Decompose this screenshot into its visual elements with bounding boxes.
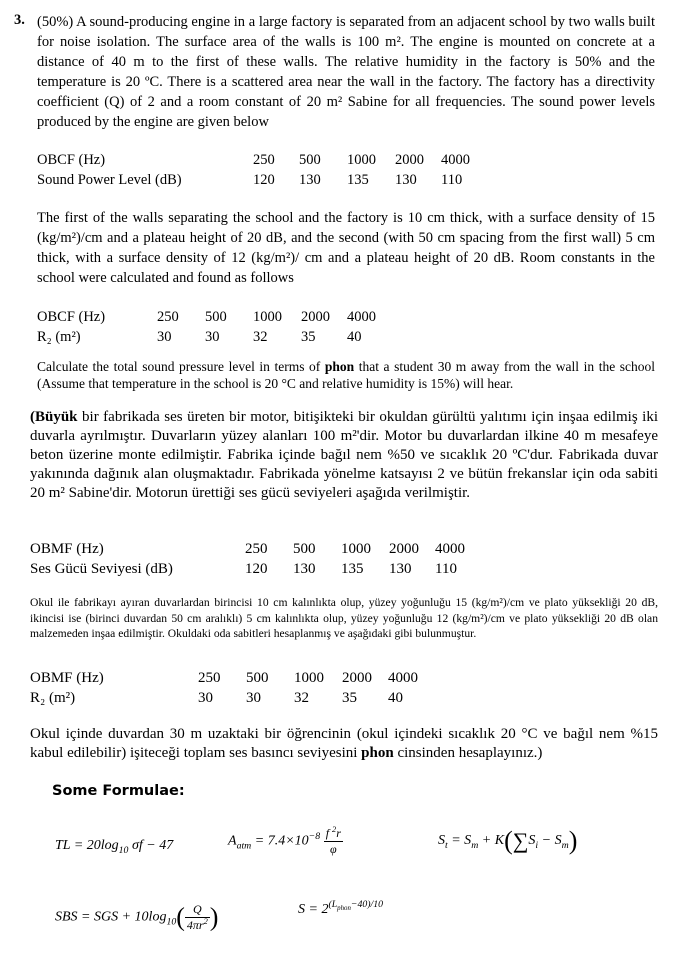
table-header: Ses Gücü Seviyesi (dB) [30, 561, 173, 577]
calc-tr-bold: phon [361, 745, 394, 761]
table-sound-power-tr [30, 539, 465, 579]
table-cell: 4000 [388, 670, 418, 686]
table-room-constants-tr [30, 668, 418, 708]
table-cell: 2000 [342, 670, 372, 686]
table-cell: 32 [253, 329, 268, 345]
table-cell: 4000 [435, 541, 465, 557]
table-row [37, 170, 470, 190]
table-cell: 250 [245, 541, 268, 557]
formula-sum: $S_t = S_m + K(\sum S_i - S_m)$ [438, 826, 578, 855]
table-cell: 40 [388, 690, 403, 706]
formulae-heading: Some Formulae: [52, 783, 185, 799]
calc-en-text: Calculate the total sound pressure level in terms of [37, 359, 325, 374]
table-cell: 120 [245, 561, 268, 577]
table-cell: 500 [246, 670, 269, 686]
table-cell: 35 [342, 690, 357, 706]
formula-absorption: $A_{atm} = 7.4\times 10^{-8}$ $\frac{f ^2r}{\varphi}$ [228, 825, 341, 856]
formula-spl: SBS = SGS + $10\log_{10}$( $\frac{Q}{4\pi r^2}$ ) [55, 902, 219, 932]
table-cell: 250 [253, 152, 275, 168]
calc-en-bold: phon [324, 359, 355, 374]
table-row [37, 327, 376, 347]
table-cell: 130 [395, 172, 417, 188]
table-cell: 1000 [253, 309, 282, 325]
table-cell: 250 [157, 309, 179, 325]
table-cell: 32 [294, 690, 309, 706]
table-cell: 110 [435, 561, 457, 577]
table-cell: 4000 [347, 309, 376, 325]
question-number: 3. [14, 12, 25, 28]
table-cell: 1000 [294, 670, 324, 686]
table-header: OBCF (Hz) [37, 309, 106, 325]
table-header: OBCF (Hz) [37, 152, 106, 168]
calc-tr-text: cinsinden hesaplayınız.) [393, 745, 543, 761]
intro-english: (50%) A sound-producing engine in a large factory is separated from an adjacent school by two walls built for noise isolation. The surface area of the walls is 100 m². The engine is mounted on concrete at a distance of 40 m to the first of these walls. The relative humidity in the factory is 50% and the temperature is 20 ºC. There is a scattered area near the wall in the factory. The factory has a directivity coefficient (Q) of 2 and a room constant of 20 m² Sabine for all frequencies. The sound power levels produced by the engine are given below [37, 14, 655, 130]
table-cell: 135 [341, 561, 364, 577]
calc-en-text: that a student 30 m away from the wall in the school (Assume that temperature in the school is 20 °C and relative humidity is 15%) will hear. [37, 359, 656, 391]
table-cell: 135 [347, 172, 369, 188]
table-cell: 1000 [341, 541, 371, 557]
formula-loudness: $S = 2^{(L_{phon}-40)/10}$ [298, 899, 384, 917]
table-row [37, 150, 470, 170]
table-cell: 2000 [389, 541, 419, 557]
table-row [37, 307, 376, 327]
table-row [30, 688, 418, 708]
table-header: OBMF (Hz) [30, 670, 104, 686]
table-cell: 500 [205, 309, 227, 325]
table-cell: 30 [157, 329, 172, 345]
table-row [30, 539, 465, 559]
table-cell: 130 [389, 561, 412, 577]
table-cell: 110 [441, 172, 463, 188]
table-header: OBMF (Hz) [30, 541, 104, 557]
table-cell: 1000 [347, 152, 376, 168]
table-cell: 130 [299, 172, 321, 188]
intro-turkish [30, 408, 658, 503]
walls-english: The first of the walls separating the school and the factory is 10 cm thick, with a surface density of 15 (kg/m²)/cm and a plateau height of 20 dB, and the second (with 50 cm spacing from the first wall) 5 cm thick, with a surface density of 12 (kg/m²)/ cm and a plateau height of 20 dB. Room constants in the school were calculated and found as follows [37, 210, 655, 286]
table-cell: 120 [253, 172, 275, 188]
calculation-english [37, 358, 655, 392]
table-cell: 30 [205, 329, 220, 345]
table-cell: 2000 [395, 152, 424, 168]
table-room-constants-en [37, 307, 376, 347]
table-cell: 30 [246, 690, 261, 706]
table-cell: 250 [198, 670, 221, 686]
intro-tr-open: (Büyük [30, 409, 78, 425]
table-cell: 30 [198, 690, 213, 706]
table-row [30, 559, 465, 579]
table-header: R₂ (m²) [30, 690, 76, 706]
calc-tr-text: Okul içinde duvardan 30 m uzaktaki bir öğrencinin (okul içindeki sıcaklık 20 °C ve bağıl nem %15 kabul edilebilir) işiteceği toplam ses basıncı seviyesini [30, 726, 658, 761]
table-row [30, 668, 418, 688]
table-header: Sound Power Level (dB) [37, 172, 182, 188]
table-sound-power-en [37, 150, 470, 190]
table-cell: 500 [293, 541, 316, 557]
table-cell: 500 [299, 152, 321, 168]
table-header: R₂ (m²) [37, 329, 81, 345]
calculation-turkish [30, 725, 658, 763]
table-cell: 2000 [301, 309, 330, 325]
table-cell: 130 [293, 561, 316, 577]
walls-turkish: Okul ile fabrikayı ayıran duvarlardan birincisi 10 cm kalınlıkta olup, yüzey yoğunluğu 15 (kg/m²)/cm ve plato yüksekliği 20 dB, ikincisi ise (birinci duvardan 50 cm aralıklı) 5 cm kalınlıkta olup, yüzey yoğunluğu 12 (kg/m²)/cm ve plato yüksekliği 20 dB olan malzemeden inşaa edilmiştir. Okuldaki oda sabitleri hesaplanmış ve aşağıdaki gibi bulunmuştur. [30, 596, 658, 640]
formula-transmission-loss: TL = $20\log_{10}$ σf − 47 [55, 838, 174, 856]
table-cell: 40 [347, 329, 362, 345]
intro-tr-text: bir fabrikada ses üreten bir motor, bitişikteki bir okuldan gürültü yalıtımı için inşaa edilmiş iki duvarla ayrılmıştır. Duvarların yüzey alanları 100 m²'dir. Motor bu duvarlardan ilkine 40 m mesafeye beton üzerine monte edilmiştir. Fabrika içinde bağıl nem %50 ve sıcaklık 20 ºC'dur. Fabrikada duvar yakınında dağınık alan oluşmaktadır. Fabrikada yönelme katsayısı 2 ve bütün frekanslar için oda sabiti 20 m² Sabine'dir. Motorun ürettiği ses gücü seviyeleri aşağıda verilmiştir. [30, 409, 658, 501]
table-cell: 4000 [441, 152, 470, 168]
table-cell: 35 [301, 329, 316, 345]
